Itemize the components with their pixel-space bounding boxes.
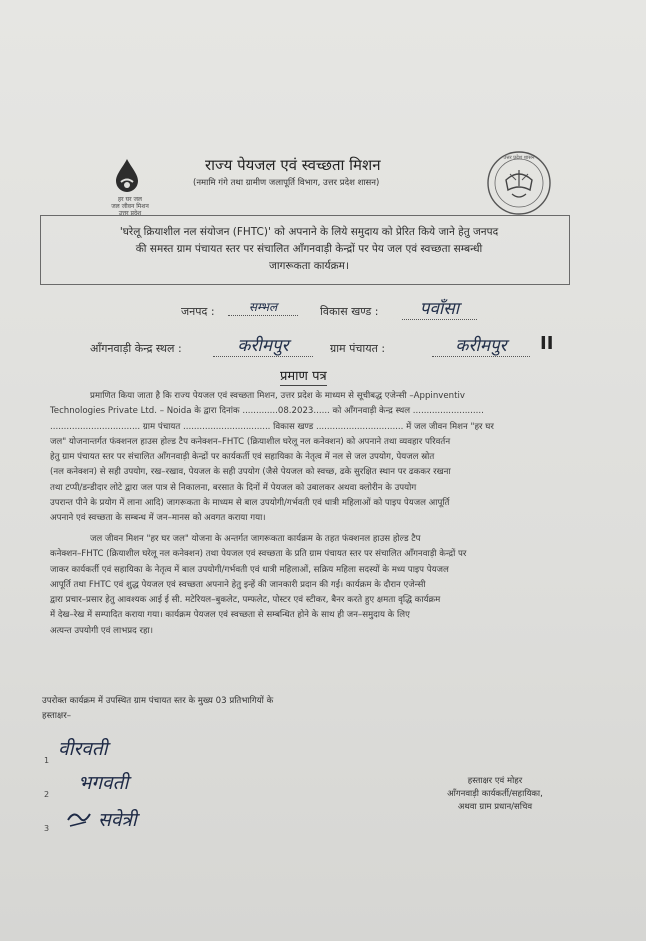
up-govt-seal-icon bbox=[486, 150, 552, 216]
block-label: विकास खण्ड : bbox=[320, 305, 379, 318]
signature-scribble-icon bbox=[66, 808, 92, 830]
logo-caption-2: जल जीवन मिशन bbox=[111, 203, 149, 210]
page-title: राज्य पेयजल एवं स्वच्छता मिशन bbox=[205, 156, 381, 174]
panchayat-suffix: II bbox=[540, 333, 554, 354]
page-subtitle: (नमामि गंगे तथा ग्रामीण जलापूर्ति विभाग, उत्तर प्रदेश शासन) bbox=[193, 178, 380, 188]
center-label: आँगनवाड़ी केन्द्र स्थल : bbox=[90, 342, 182, 355]
notice-line: की समस्त ग्राम पंचायत स्तर पर संचालित आँगनवाड़ी केन्द्रों पर पेय जल एवं स्वच्छता सम्बन्धी bbox=[135, 243, 483, 255]
certificate-paragraph-1: प्रमाणित किया जाता है कि राज्य पेयजल एवं स्वच्छता मिशन, उत्तर प्रदेश के माध्यम से सूचीबद्ध एजेन्सी –Appinventiv Technologies Private Ltd. – Noida के द्वारा दिनांक .............08.2023...... को आँगनवाड़ी केन्द्र स्थल .......................... ................................. ग्राम पंचायत ................................ विकास खण्ड ................................ में जल जीवन मिशन "हर घर जल" योजनान्तर्गत फंक्शनल हाउस होल्ड टैप कनेक्शन–FHTC (क्रियाशील घरेलू नल कनेक्शन) को अपनाने तथा व्यवहार परिवर्तन हेतु ग्राम पंचायत स्तर पर संचालित आँगनवाड़ी केन्द्रों पर कार्यकर्ती एवं सहायिका के नेतृत्व में नल से जल उपयोग, पेयजल स्रोत (नल कनेक्शन) से सही उपयोग, रख–रखाव, पेयजल के सही उपयोग (जैसे पेयजल को स्वच्छ, ढके सुरक्षित स्थान पर ढककर रखना तथा टप्पी/डन्डीदार लोटे द्वारा जल पात्र से निकालना, बरसात के दिनों में पेयजल को उबालकर अथवा क्लोरीन के उपयोग उपरान्त पीने के प्रयोग में लाना आदि) जागरूकता के माध्यम से बाल उपयोगी/गर्भवती एवं धात्री महिलाओं को पाइप पेयजल आपूर्ति अपनाने एवं स्वच्छता के सम्बन्ध में जन–मानस को अवगत कराया गया। bbox=[50, 391, 494, 524]
signature-number: 3 bbox=[44, 824, 50, 833]
logo-caption-1: हर घर जल bbox=[118, 196, 142, 203]
certificate-paragraph-2: जल जीवन मिशन "हर घर जल" योजना के अन्तर्गत जागरूकता कार्यक्रम के तहत फंक्शनल हाउस होल्ड टैप कनेक्शन–FHTC (क्रियाशील घरेलू नल कनेक्शन) तथा पेयजल एवं स्वच्छता के प्रति ग्राम पंचायत स्तर पर संचालित आँगनवाड़ी केन्द्रों पर जाकर कार्यकर्ती एवं सहायिका के नेतृत्व में बाल उपयोगी/गर्भवती एवं धात्री महिलाओं, सक्रिय महिला सदस्यों के मध्य पाइप पेयजल आपूर्ति तथा FHTC एवं शुद्ध पेयजल एवं स्वच्छता अपनाने हेतु इन्हें की जानकारी प्रदान की गई। कार्यक्रम के दौरान एजेन्सी द्वारा प्रचार–प्रसार हेतु आवश्यक आई ई सी. मटेरियल–बुकलेट, पम्फलेट, पोस्टर एवं स्टीकर, बैनर करते हुए क्षमता वृद्धि कार्यक्रम में देख–रेख में सम्पादित कराया गया। कार्यक्रम पेयजल एवं स्वच्छता से सम्बन्धित होने के साथ ही जन–समुदाय के लिए अत्यन्त उपयोगी एवं लाभप्रद रहा। bbox=[50, 534, 467, 636]
logo-caption-3: उत्तर प्रदेश bbox=[118, 210, 142, 217]
signature-number: 1 bbox=[44, 756, 50, 765]
notice-line: 'घरेलू क्रियाशील नल संयोजन (FHTC)' को अपनाने के लिये समुदाय को प्रेरित किये जाने हेतु जनपद bbox=[119, 226, 499, 238]
panchayat-value: करीमपुर bbox=[432, 333, 530, 357]
certificate-title: प्रमाण पत्र bbox=[280, 366, 327, 386]
district-label: जनपद : bbox=[181, 305, 215, 318]
signature-3: सवेत्री bbox=[98, 809, 137, 831]
seal-text: उत्तर प्रदेश शासन bbox=[503, 155, 535, 161]
panchayat-label: ग्राम पंचायत : bbox=[330, 342, 386, 355]
signature-2: भगवती bbox=[78, 772, 129, 794]
signature-1: वीरवती bbox=[58, 738, 108, 760]
signatures-intro: उपरोक्त कार्यक्रम में उपस्थित ग्राम पंचायत स्तर के मुख्य 03 प्रतिभागियों के हस्ताक्षर– bbox=[42, 696, 274, 721]
signature-number: 2 bbox=[44, 790, 50, 799]
block-value: पवाँसा bbox=[402, 296, 477, 320]
stamp-block: हस्ताक्षर एवं मोहर आँगनवाड़ी कार्यकर्ती/सहायिका, अथवा ग्राम प्रधान/सचिव bbox=[447, 776, 543, 812]
center-value: करीमपुर bbox=[213, 333, 313, 357]
notice-box bbox=[40, 215, 570, 285]
water-drop-icon bbox=[114, 158, 140, 194]
jal-jeevan-mission-logo bbox=[100, 158, 170, 218]
district-value: सम्भल bbox=[228, 298, 298, 316]
notice-line: जागरूकता कार्यक्रम। bbox=[269, 260, 349, 272]
